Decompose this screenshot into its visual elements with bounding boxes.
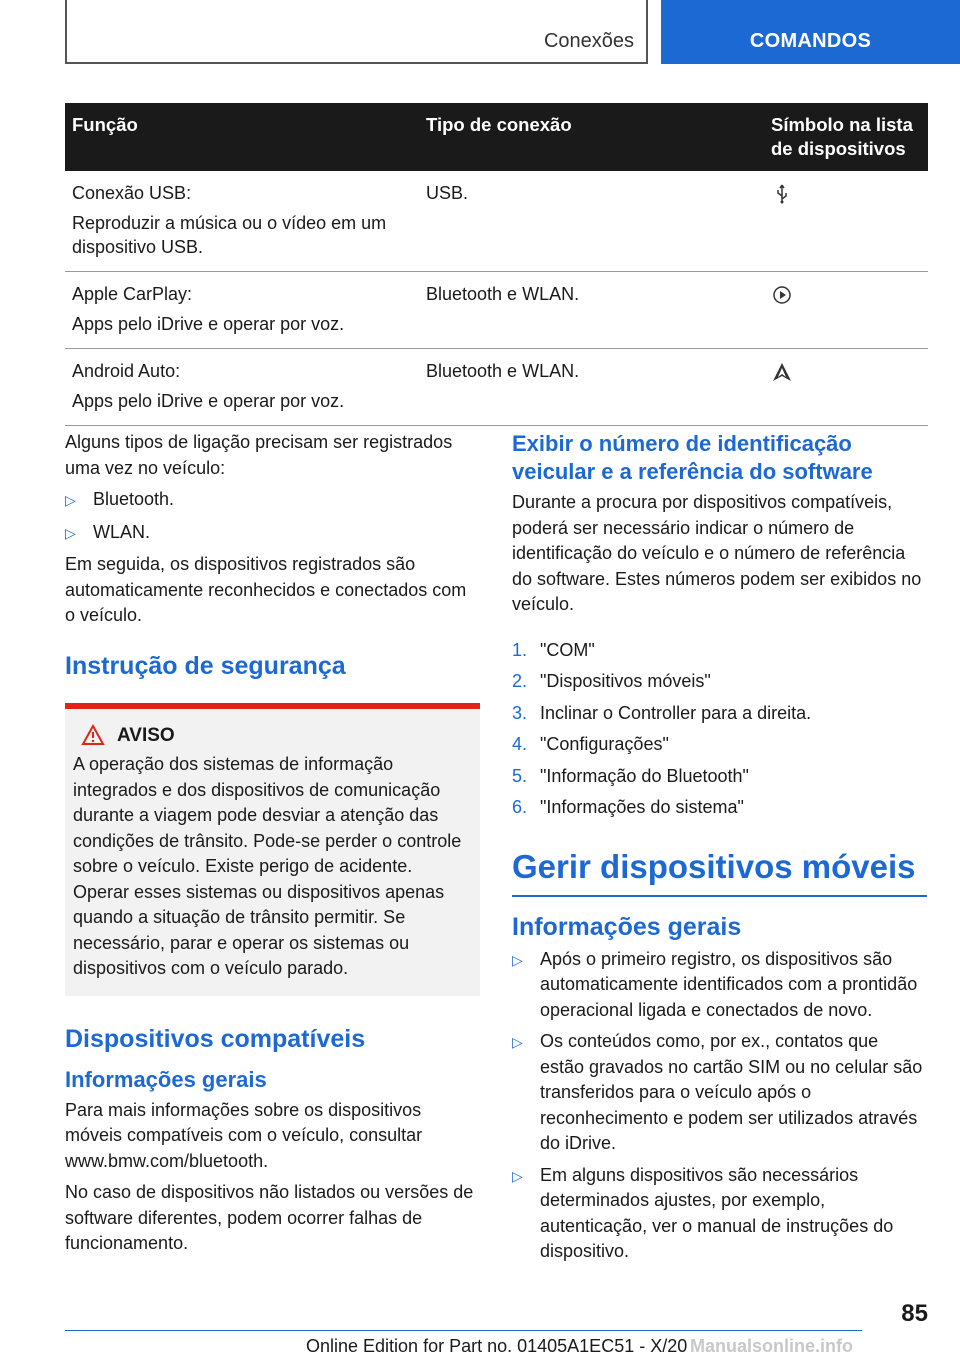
footer-rule [65,1330,862,1331]
function-desc: Reproduzir a música ou o vídeo em um dispositivo USB. [72,213,387,257]
manage-heading: Gerir dispositivos móveis [512,847,916,885]
edition-text: Online Edition for Part no. 01405A1EC51 - X/20 [306,1336,688,1356]
usb-icon [771,183,793,205]
warning-title: AVISO [117,724,175,746]
table-header-type: Tipo de conexão [419,103,764,171]
vin-text: Durante a procura por dispositivos compatíveis, poderá ser necessário indicar o número de identificação do veículo e o número de referência do software. Estes números podem ser exibidos no veículo. [512,492,922,614]
connection-type: USB. [419,171,764,272]
info-heading: Informações gerais [512,912,742,941]
table-row [65,272,928,349]
list-item: 4. "Configurações" [512,734,669,754]
warning-box [65,703,480,996]
connection-table [65,103,928,426]
table-header-function: Função [65,103,419,171]
function-title: Conexão USB: [72,183,192,203]
left-column [65,430,480,1263]
function-desc: Apps pelo iDrive e operar por voz. [72,314,345,334]
table-row [65,349,928,426]
list-item: ▷ Após o primeiro registro, os dispositivos são automaticamente identificados com a prontidão operacional ligada e conectados de novo. [512,947,927,1024]
list-item: ▷ WLAN. [65,520,480,547]
table-row [65,171,928,272]
warning-triangle-icon [81,724,105,746]
connection-type: Bluetooth e WLAN. [419,272,764,349]
triangle-bullet-icon: ▷ [512,1167,523,1184]
carplay-icon [771,284,793,306]
list-item: 2. "Dispositivos móveis" [512,671,711,691]
triangle-bullet-icon: ▷ [512,951,523,968]
function-desc: Apps pelo iDrive e operar por voz. [72,391,345,411]
list-item: ▷ Bluetooth. [65,487,480,514]
connection-type: Bluetooth e WLAN. [419,349,764,426]
triangle-bullet-icon: ▷ [65,524,76,541]
watermark: Manualsonline.info [690,1336,854,1356]
list-item: 6. "Informações do sistema" [512,797,744,817]
triangle-bullet-icon: ▷ [65,492,76,508]
list-item: 3. Inclinar o Controller para a direita. [512,702,812,723]
vin-heading: Exibir o número de identificação veicular e a referência do software [512,431,873,484]
info-heading: Informações gerais [65,1066,267,1092]
list-item: 5. "Informação do Bluetooth" [512,765,749,786]
function-title: Android Auto: [72,361,181,381]
header-chapter-tab[interactable]: COMANDOS [661,0,960,64]
list-item: ▷ Os conteúdos como, por ex., contatos que estão gravados no cartão SIM ou no celular são transferidos para o veículo após o reconhecimento e podem ser utilizados através do iDrive. [512,1029,927,1157]
compat-heading: Dispositivos compatíveis [65,1024,366,1053]
list-item: ▷ Em alguns dispositivos são necessários determinados ajustes, por exemplo, autenticação, ver o manual de instruções do dispositivo. [512,1163,927,1265]
header-section-box [65,0,648,64]
list-item: 1. "COM" [512,639,595,660]
intro-text: Alguns tipos de ligação precisam ser registrados uma vez no veículo: [65,432,453,478]
android-auto-icon [771,361,793,383]
info-paragraph-2: No caso de dispositivos não listados ou versões de software diferentes, podem ocorrer falhas de funcionamento. [65,1182,474,1253]
after-text: Em seguida, os dispositivos registrados são automaticamente reconhecidos e conectados com o veículo. [65,554,467,625]
function-title: Apple CarPlay: [72,284,193,304]
table-header-symbol: Símbolo na lista de dispositivos [764,103,928,171]
triangle-bullet-icon: ▷ [512,1034,523,1050]
page-number: 85 [901,1300,928,1327]
info-paragraph-1: Para mais informações sobre os dispositivos móveis compatíveis com o veículo, consultar www.bmw.com/bluetooth. [65,1099,423,1171]
safety-heading: Instrução de segurança [65,651,346,680]
heading-rule [512,895,927,897]
header-section-title: Conexões [543,30,634,52]
right-column [512,430,927,1271]
warning-text: A operação dos sistemas de informação integrados e dos dispositivos de comunicação durante a viagem pode desviar a atenção das condições de trânsito. Pode-se perder o controle sobre o veículo. Existe perigo de acidente. Operar esses sistemas ou dispositivos apenas quando a situação de trânsito permitir. Se necessário, parar e operar os sistemas ou dispositivos com o veículo parado. [73,754,462,978]
